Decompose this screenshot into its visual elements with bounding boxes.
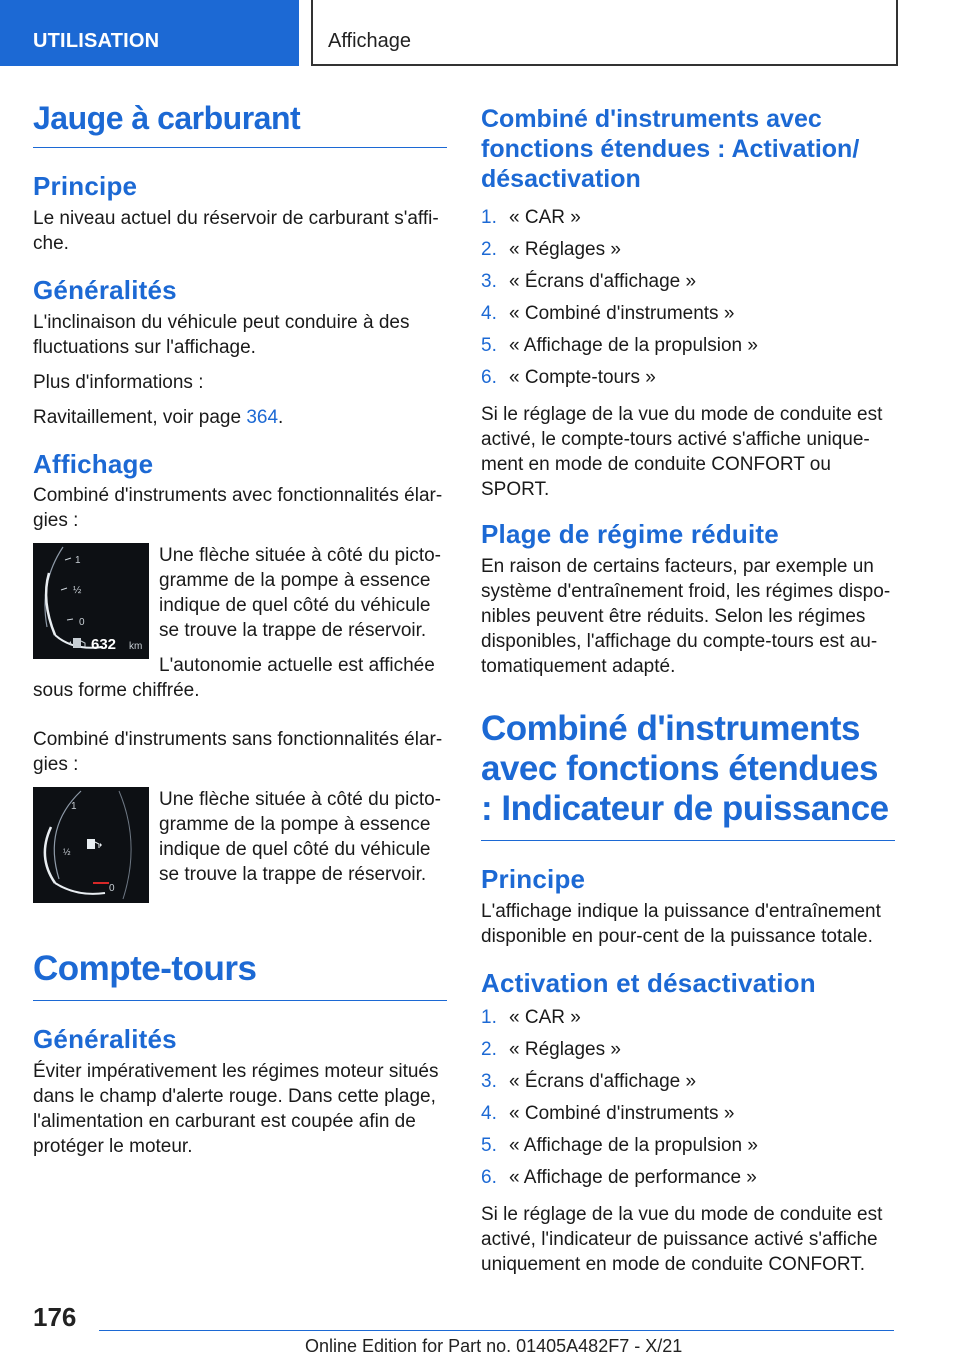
fuel-gauge-image-extended <box>33 543 149 659</box>
fig1-tick-half: ½ <box>73 585 82 597</box>
step-text: « Combiné d'instruments » <box>509 303 735 324</box>
heading-jauge-carburant: Jauge à carburant <box>33 100 447 148</box>
generalites-text-3 <box>33 405 447 430</box>
ravitaillement-ref: Ravitaillement, voir page <box>33 406 247 428</box>
section-generalites <box>33 276 447 430</box>
right-column <box>481 104 895 1297</box>
step-item <box>481 1162 895 1194</box>
step-text: « Écrans d'affichage » <box>509 271 697 292</box>
section-compte-tours-generalites <box>33 1025 447 1159</box>
generalites-text-1: L'inclinaison du véhicule peut conduire à des fluctuations sur l'affichage. <box>33 311 410 358</box>
step-text: « Affichage de la propulsion » <box>509 1135 758 1157</box>
step-number: 3. <box>481 1071 497 1093</box>
heading-plage-regime: Plage de régime réduite <box>481 519 779 549</box>
step-text: « Réglages » <box>509 239 621 260</box>
activation-note-2: Si le réglage de la vue du mode de conduite est activé, l'indicateur de puissance activé s'affiche uniquement en mode de conduite CONFORT. <box>481 1204 883 1276</box>
fig1-range-value: 632 <box>91 636 117 654</box>
figure-block-1 <box>33 543 447 713</box>
page-link-364[interactable]: 364 <box>246 406 279 428</box>
step-number: 2. <box>481 1039 497 1061</box>
step-number: 5. <box>481 1135 497 1157</box>
step-text: « Affichage de performance » <box>509 1167 757 1189</box>
fuel-gauge-basic-svg <box>33 787 149 903</box>
heading-indicateur-puissance: Combiné d'instruments avec fonctions étendues : Indicateur de puissance <box>481 709 895 841</box>
step-text: « Affichage de la propulsion » <box>509 335 758 356</box>
step-item <box>481 1002 895 1034</box>
heading-principe: Principe <box>33 170 138 201</box>
fuel-gauge-image-basic <box>33 787 149 903</box>
section-tab <box>0 0 299 66</box>
step-number: 5. <box>481 335 497 356</box>
step-item <box>481 1066 895 1098</box>
affichage-text-1b: L'autonomie actuelle est affichée sous forme chiffrée. <box>33 655 435 702</box>
step-number: 6. <box>481 1167 497 1189</box>
fig2-tick-1: 1 <box>71 801 77 813</box>
fig1-range-unit: km <box>129 641 143 653</box>
affichage-text-1a: Une flèche située à côté du picto-gramme de la pompe à essence indique de quel côté du véhicule se trouve la trappe de réservoir. <box>159 545 442 642</box>
affichage-intro-1: Combiné d'instruments avec fonctionnalités élar-gies : <box>33 485 443 532</box>
step-item <box>481 1034 895 1066</box>
steps-list-1 <box>481 202 895 394</box>
step-text: « Écrans d'affichage » <box>509 1071 697 1093</box>
step-number: 4. <box>481 303 497 324</box>
step-text: « Combiné d'instruments » <box>509 1103 735 1125</box>
step-text: « CAR » <box>509 207 581 228</box>
step-number: 6. <box>481 367 497 388</box>
step-item <box>481 266 895 298</box>
step-text: « Réglages » <box>509 1039 621 1061</box>
step-item <box>481 1098 895 1130</box>
step-item <box>481 234 895 266</box>
step-text: « CAR » <box>509 1007 581 1029</box>
fig2-tick-0: 0 <box>109 883 115 895</box>
step-item <box>481 298 895 330</box>
heading-puissance-activation: Activation et désactivation <box>481 967 816 998</box>
compte-tours-text: Éviter impérativement les régimes moteur situés dans le champ d'alerte rouge. Dans cette plage, l'alimentation en carburant est coupée afin de protéger le moteur. <box>33 1060 439 1157</box>
fig2-tick-half: ½ <box>63 847 71 858</box>
activation-note-1: Si le réglage de la vue du mode de conduite est activé, le compte-tours activé s'affiche unique-ment en mode de conduite CONFORT ou SPORT. <box>481 404 883 500</box>
section-puissance-activation <box>481 969 895 1278</box>
heading-generalites: Généralités <box>33 274 177 305</box>
step-number: 1. <box>481 1007 497 1029</box>
fuel-gauge-extended-svg <box>33 543 149 659</box>
step-item <box>481 330 895 362</box>
heading-activation-compte-tours: Combiné d'instruments avec fonctions étendues : Activation/ désactivation <box>481 105 860 193</box>
generalites-text-2: Plus d'informations : <box>33 371 204 393</box>
page-number: 176 <box>33 1302 77 1332</box>
fig1-tick-1: 1 <box>75 555 81 567</box>
section-plage-regime <box>481 520 895 679</box>
left-column <box>33 100 447 1179</box>
section-affichage <box>33 450 447 910</box>
step-number: 4. <box>481 1103 497 1125</box>
heading-puissance-principe: Principe <box>481 863 586 894</box>
affichage-intro-2: Combiné d'instruments sans fonctionnalités élar-gies : <box>33 729 443 776</box>
heading-compte-tours-generalites: Généralités <box>33 1023 177 1054</box>
affichage-text-2: Une flèche située à côté du picto-gramme de la pompe à essence indique de quel côté du véhicule se trouve la trappe de réservoir. <box>159 789 442 886</box>
header-title: Affichage <box>328 30 412 52</box>
section-principe <box>33 172 447 256</box>
heading-compte-tours: Compte-tours <box>33 949 447 1000</box>
step-number: 3. <box>481 271 497 292</box>
fig1-tick-0: 0 <box>79 617 85 629</box>
heading-affichage: Affichage <box>33 448 154 479</box>
step-text: « Compte-tours » <box>509 367 656 388</box>
step-item <box>481 202 895 234</box>
footer-divider <box>99 1330 894 1331</box>
ravitaillement-ref-end: . <box>278 406 284 428</box>
puissance-principe-text: L'affichage indique la puissance d'entraînement disponible en pour-cent de la puissance totale. <box>481 900 881 947</box>
step-number: 1. <box>481 207 497 228</box>
principe-text: Le niveau actuel du réservoir de carburant s'affi-che. <box>33 207 439 254</box>
edition-text: Online Edition for Part no. 01405A482F7 - X/21 <box>305 1336 683 1356</box>
header-title-box <box>311 0 898 66</box>
step-number: 2. <box>481 239 497 260</box>
plage-text: En raison de certains facteurs, par exemple un système d'entraînement froid, les régimes dispo-nibles peuvent être réduits. Selon les régimes disponibles, l'affichage du compte-tours est au-tomatiquement adapté. <box>481 555 891 677</box>
section-puissance-principe <box>481 865 895 949</box>
section-tab-label: UTILISATION <box>33 30 160 52</box>
step-item <box>481 362 895 394</box>
steps-list-2 <box>481 1002 895 1194</box>
step-item <box>481 1130 895 1162</box>
figure-block-2 <box>33 787 447 909</box>
